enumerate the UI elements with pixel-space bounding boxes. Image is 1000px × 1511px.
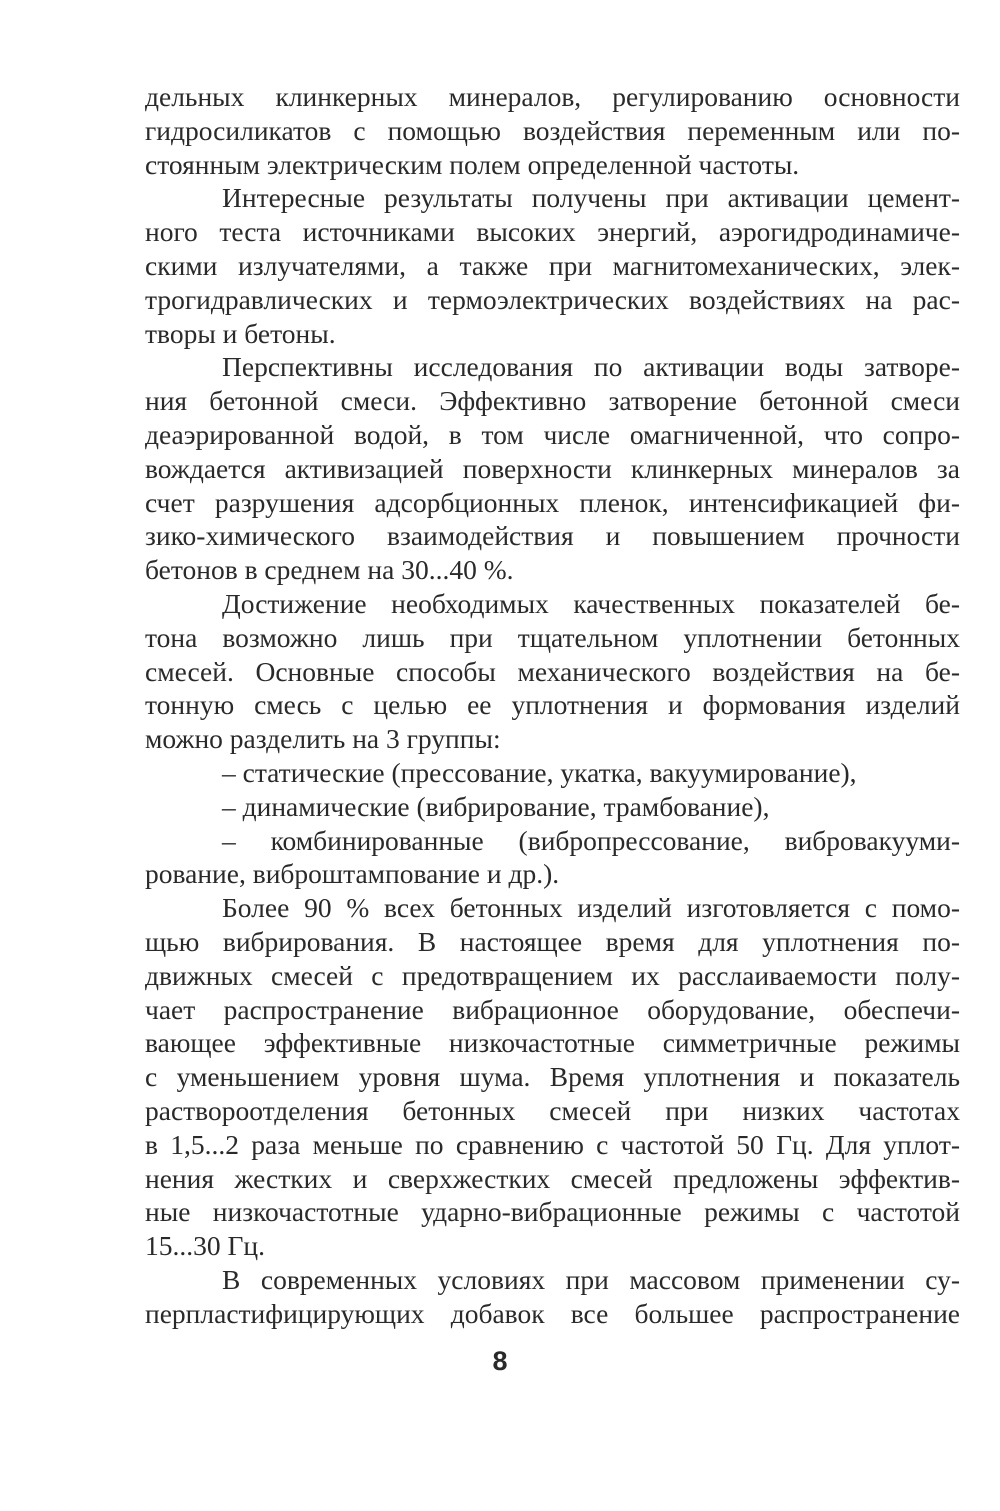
text-line: бетонов в среднем на 30...40 %. (145, 554, 514, 586)
text-line: вающее эффективные низкочастотные симметричные режимы (145, 1027, 960, 1059)
text-line: стоянным электрическим полем определенной частоты. (145, 148, 800, 180)
text-line: ные низкочастотные ударно-вибрационные режимы с частотой (145, 1196, 960, 1228)
text-line: перпластифицирующих добавок все большее распространение (145, 1297, 960, 1329)
paragraph-first-line: Более 90 % всех бетонных изделий изготовляется с помо- (222, 892, 960, 924)
text-line: ного теста источниками высоких энергий, аэрогидродинамиче- (145, 216, 960, 248)
page-text (145, 80, 960, 1330)
text-line: дельных клинкерных минералов, регулированию основности (145, 81, 960, 112)
text-line: можно разделить на 3 группы: (145, 723, 501, 755)
text-line: скими излучателями, а также при магнитомеханических, элек- (145, 249, 960, 281)
text-line: щью вибрирования. В настоящее время для уплотнения по- (145, 925, 960, 957)
text-line: смесей. Основные способы механического воздействия на бе- (145, 655, 960, 687)
text-line: с уменьшением уровня шума. Время уплотнения и показатель (145, 1061, 960, 1093)
text-line: зико-химического взаимодействия и повышением прочности (145, 520, 960, 552)
text-line: творы и бетоны. (145, 317, 336, 349)
text-line: тонную смесь с целью ее уплотнения и формования изделий (145, 689, 960, 721)
text-line: 15...30 Гц. (145, 1230, 265, 1262)
page-number: 8 (492, 1346, 508, 1376)
paragraph-first-line: Достижение необходимых качественных показателей бе- (222, 587, 960, 619)
text-line: рование, виброштампование и др.). (145, 858, 560, 890)
list-item: – статические (прессование, укатка, вакуумирование), (222, 756, 857, 788)
text-line: в 1,5...2 раза меньше по сравнению с частотой 50 Гц. Для уплот- (145, 1128, 960, 1160)
text-line: чает распространение вибрационное оборудование, обеспечи- (145, 993, 960, 1025)
text-line: вождается активизацией поверхности клинкерных минералов за (145, 452, 960, 484)
text-line: деаэрированной водой, в том числе омагниченной, что сопро- (145, 418, 960, 450)
paragraph-first-line: Перспективны исследования по активации воды затворе- (222, 351, 960, 383)
text-line: счет разрушения адсорбционных пленок, интенсификацией фи- (145, 486, 960, 518)
text-line: гидросиликатов с помощью воздействия переменным или по- (145, 114, 960, 146)
text-line: тона возможно лишь при тщательном уплотнении бетонных (145, 621, 960, 653)
text-line: трогидравлических и термоэлектрических воздействиях на рас- (145, 283, 960, 315)
list-item: – комбинированные (вибропрессование, вибровакууми- (222, 824, 960, 856)
text-line: нения жестких и сверхжестких смесей предложены эффектив- (145, 1162, 960, 1194)
list-item: – динамические (вибрирование, трамбование), (222, 790, 770, 822)
text-line: движных смесей с предотвращением их расслаиваемости полу- (145, 959, 960, 991)
paragraph-first-line: В современных условиях при массовом применении су- (222, 1263, 960, 1295)
text-line: раствороотделения бетонных смесей при низких частотах (145, 1094, 960, 1126)
paragraph-first-line: Интересные результаты получены при активации цемент- (222, 182, 960, 214)
text-line: ния бетонной смеси. Эффективно затворение бетонной смеси (145, 385, 960, 417)
